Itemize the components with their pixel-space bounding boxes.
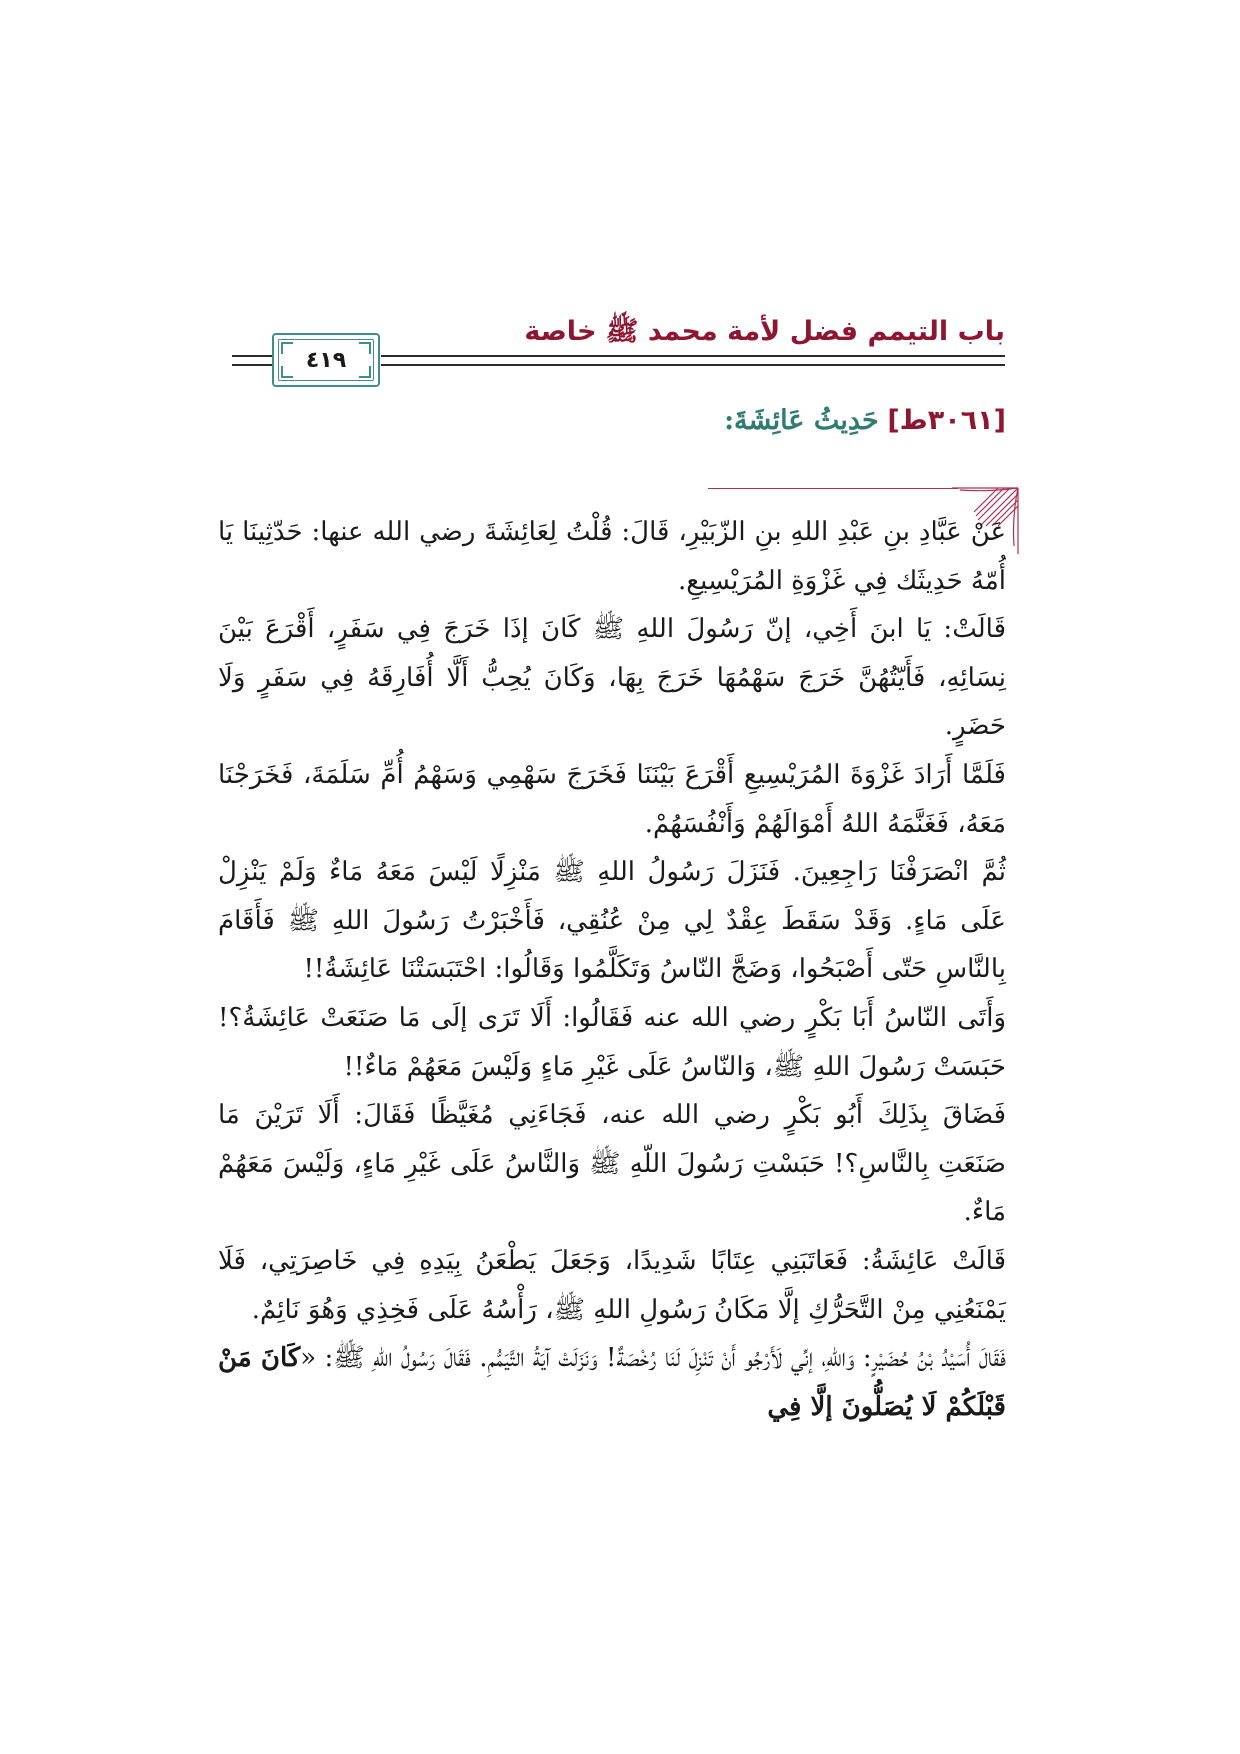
ornament-line xyxy=(708,488,958,489)
hadith-text xyxy=(218,508,1006,1431)
prophetic-saying: كَانَ مَنْ قَبْلَكُمْ لَا يُصَلُّونَ إلَّا فِي xyxy=(218,1343,1006,1422)
page-number-frame xyxy=(272,333,380,387)
section-reference: [٣٠٦١ط] xyxy=(887,405,1006,436)
header-rule-bottom xyxy=(381,364,1005,366)
chapter-title: باب التيمم فضل لأمة محمد ﷺ خاصة xyxy=(524,316,1005,347)
paragraph: قَالَتْ عَائِشَةُ: فَعَاتَبَنِي عِتَابًا شَدِيدًا، وَجَعَلَ يَطْعَنُ بِيَدِهِ فِي خَاصِرَتِي، فَلَا يَمْنَعُنِي مِنْ التَّحَرُّكِ إلَّا مَكَانُ رَسُولِ اللهِ ﷺ، رَأْسُهُ عَلَى فَخِذِي وَهُوَ نَائِمٌ. xyxy=(218,1245,1006,1325)
section-heading xyxy=(506,396,1006,446)
header-rule-left-top xyxy=(232,355,272,357)
paragraph: قَالَتْ: يَا ابنَ أَخِي، إنّ رَسُولَ اللهِ ﷺ كَانَ إذَا خَرَجَ فِي سَفَرٍ، أَقْرَعَ بَيْنَ نِسَائِهِ، فَأَيّتُهُنَّ خَرَجَ سَهْمُهَا خَرَجَ بِهَا، وَكَانَ يُحِبُّ أَلَّا أُفَارِقَهُ فِي سَفَرٍ وَلَا حَضَرٍ. xyxy=(218,614,1006,742)
header-rule-left-bottom xyxy=(232,364,272,366)
paragraph: عَنْ عَبَّادِ بنِ عَبْدِ اللهِ بنِ الزّبَيْرِ، قَالَ: قُلْتُ لِعَائِشَةَ رضي الله عنها: حَدّثِينَا يَا أُمّهُ حَدِيثَك فِي غَزْوَةِ المُرَيْسِيعِ. xyxy=(218,517,1006,596)
paragraph-last xyxy=(218,1334,1006,1431)
page-number: ٤١٩ xyxy=(305,347,347,373)
paragraph: فَضَاقَ بِذَلِكَ أَبُو بَكْرٍ رضي الله عنه، فَجَاءَنِي مُغَيَّظًا فَقَالَ: أَلَا تَرَيْنَ مَا صَنَعَتِ بِالنَّاسِ؟! حَبَسْتِ رَسُولَ اللّهِ ﷺ وَالنَّاسُ عَلَى غَيْرِ مَاءٍ، وَلَيْسَ مَعَهُمْ مَاءٌ. xyxy=(218,1100,1006,1228)
section-title: حَدِيثُ عَائِشَةَ: xyxy=(724,405,879,436)
frame-corner-icon xyxy=(359,366,371,378)
frame-corner-icon xyxy=(281,342,293,354)
paragraph: ثُمَّ انْصَرَفْنَا رَاجِعِينَ. فَنَزَلَ رَسُولُ اللهِ ﷺ مَنْزِلًا لَيْسَ مَعَهُ مَاءٌ وَلَمْ يَنْزِلْ عَلَى مَاءٍ. وَقَدْ سَقَطَ عِقْدٌ لِي مِنْ عُنُقِي، فَأَخْبَرْتُ رَسُولَ اللهِ ﷺ فَأَقَامَ بِالنَّاسِ حَتّى أَصْبَحُوا، وَضَجَّ النّاسُ وَتَكَلَّمُوا وَقَالُوا: احْتَبَسَتْنَا عَائِشَةُ!! xyxy=(218,857,1006,985)
page-number-inner-frame xyxy=(278,339,374,381)
header-rule-top xyxy=(381,355,1005,357)
paragraph-text: فَقَالَ أُسَيْدُ بْنُ حُضَيْرٍ: وَاللهِ، إنِّي لَأَرْجُو أَنْ تَنْزِلَ لَنَا رُخْصَةٌ! وَنَزَلَتْ آيَةُ التَّيَمُّمِ. فَقَالَ رَسُولُ اللهِ ﷺ: « xyxy=(300,1343,1007,1374)
frame-corner-icon xyxy=(359,342,371,354)
paragraph: وَأَتَى النّاسُ أَبَا بَكْرٍ رضي الله عنه فَقَالُوا: أَلَا تَرَى إلَى مَا صَنَعَتْ عَائِشَةُ؟! حَبَسَتْ رَسُولَ اللهِ ﷺ، وَالنّاسُ عَلَى غَيْرِ مَاءٍ وَلَيْسَ مَعَهُمْ مَاءٌ!! xyxy=(218,1002,1006,1082)
frame-corner-icon xyxy=(281,366,293,378)
paragraph: فَلَمَّا أَرَادَ غَزْوَةَ المُرَيْسِيعِ أَقْرَعَ بَيْنَنَا فَخَرَجَ سَهْمِي وَسَهْمُ أُمِّ سَلَمَةَ، فَخَرَجْنَا مَعَهُ، فَغَنَّمَهُ اللهُ أَمْوَالَهُمْ وَأَنْفُسَهُمْ. xyxy=(218,759,1006,839)
